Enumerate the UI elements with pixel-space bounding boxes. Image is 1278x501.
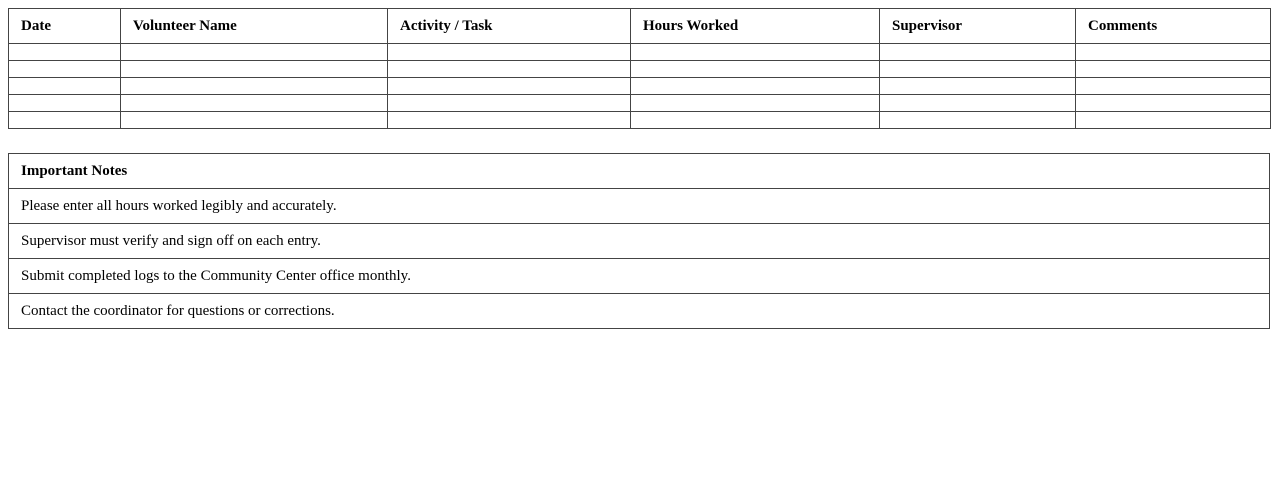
table-cell[interactable] [880, 44, 1076, 61]
column-header-comments: Comments [1076, 9, 1271, 44]
table-cell[interactable] [9, 112, 121, 129]
table-cell[interactable] [1076, 95, 1271, 112]
list-item [9, 224, 1270, 259]
table-cell[interactable] [388, 112, 631, 129]
note-text: Contact the coordinator for questions or corrections. [9, 294, 1270, 329]
table-cell[interactable] [121, 61, 388, 78]
table-cell[interactable] [1076, 44, 1271, 61]
column-header-volunteer-name: Volunteer Name [121, 9, 388, 44]
table-cell[interactable] [9, 78, 121, 95]
table-cell[interactable] [631, 44, 880, 61]
table-cell[interactable] [121, 112, 388, 129]
column-header-activity-task: Activity / Task [388, 9, 631, 44]
notes-header-row [9, 154, 1270, 189]
table-cell[interactable] [631, 61, 880, 78]
table-cell[interactable] [1076, 78, 1271, 95]
table-cell[interactable] [121, 44, 388, 61]
table-cell[interactable] [631, 95, 880, 112]
table-row [9, 78, 1271, 95]
list-item [9, 294, 1270, 329]
note-text: Submit completed logs to the Community Center office monthly. [9, 259, 1270, 294]
note-text: Please enter all hours worked legibly and accurately. [9, 189, 1270, 224]
column-header-supervisor: Supervisor [880, 9, 1076, 44]
list-item [9, 259, 1270, 294]
column-header-date: Date [9, 9, 121, 44]
volunteer-log-table [8, 8, 1271, 129]
notes-title: Important Notes [9, 154, 1270, 189]
table-cell[interactable] [1076, 112, 1271, 129]
table-cell[interactable] [9, 44, 121, 61]
table-cell[interactable] [9, 61, 121, 78]
table-cell[interactable] [631, 78, 880, 95]
note-text: Supervisor must verify and sign off on each entry. [9, 224, 1270, 259]
table-row [9, 61, 1271, 78]
table-row [9, 44, 1271, 61]
column-header-hours-worked: Hours Worked [631, 9, 880, 44]
table-cell[interactable] [388, 44, 631, 61]
table-cell[interactable] [121, 95, 388, 112]
table-cell[interactable] [388, 78, 631, 95]
table-row [9, 112, 1271, 129]
table-cell[interactable] [880, 112, 1076, 129]
important-notes-table [8, 153, 1270, 329]
table-cell[interactable] [1076, 61, 1271, 78]
table-cell[interactable] [880, 78, 1076, 95]
table-cell[interactable] [9, 95, 121, 112]
list-item [9, 189, 1270, 224]
table-cell[interactable] [388, 61, 631, 78]
table-cell[interactable] [880, 61, 1076, 78]
table-cell[interactable] [880, 95, 1076, 112]
table-cell[interactable] [388, 95, 631, 112]
table-row [9, 95, 1271, 112]
table-cell[interactable] [631, 112, 880, 129]
table-header-row [9, 9, 1271, 44]
table-cell[interactable] [121, 78, 388, 95]
